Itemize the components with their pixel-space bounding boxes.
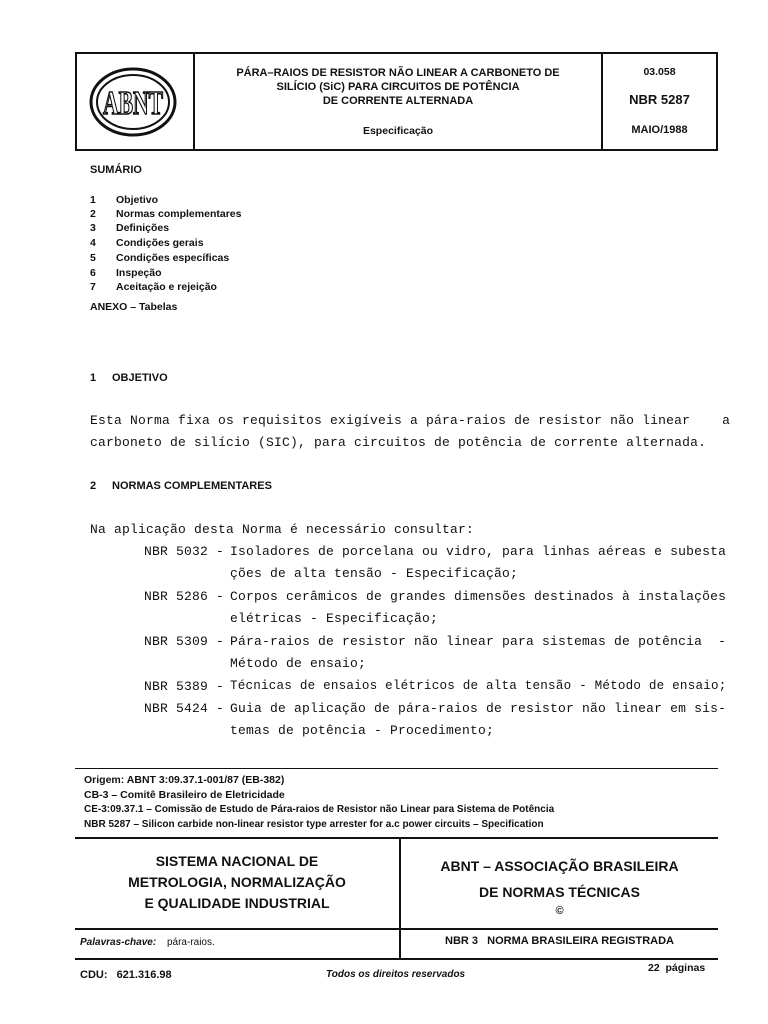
reference-code: NBR 5309 - (144, 634, 225, 649)
summary-item (90, 280, 217, 294)
footer-right-line: DE NORMAS TÉCNICAS (478, 884, 640, 900)
reference-text: ções de alta tensão - Especificação; (230, 566, 519, 581)
summary-item (90, 266, 162, 280)
divider (75, 837, 718, 839)
origin-line: Origem: ABNT 3:09.37.1-001/87 (EB-382) (84, 774, 285, 786)
footer-left-line: SISTEMA NACIONAL DE (155, 853, 319, 869)
body-text: Na aplicação desta Norma é necessário consultar: (90, 522, 475, 537)
standard-number: NBR 5287 (629, 92, 690, 107)
summary-item-number: 2 (90, 208, 96, 220)
reference-code: NBR 5286 - (144, 589, 225, 604)
page-count: 22 páginas (648, 962, 706, 974)
reference-code: NBR 5389 - (144, 679, 225, 694)
copyright-icon: © (555, 905, 564, 917)
summary-item-label: Normas complementares (116, 208, 242, 220)
origin-line: NBR 5287 – Silicon carbide non-linear resistor type arrester for a.c power circuits – Specification (84, 819, 544, 830)
summary-annex: ANEXO – Tabelas (90, 301, 178, 313)
title-line: DE CORRENTE ALTERNADA (322, 95, 474, 107)
header-box (75, 52, 718, 151)
document-type: Especificação (362, 125, 434, 137)
abnt-logo (85, 66, 181, 138)
classification-code: 03.058 (643, 66, 676, 78)
summary-item-number: 7 (90, 281, 96, 293)
origin-line: CB-3 – Comitê Brasileiro de Eletricidade (84, 789, 285, 801)
summary-item (90, 207, 241, 221)
section-heading (90, 480, 272, 492)
registered-standard: NBR 3 NORMA BRASILEIRA REGISTRADA (445, 935, 674, 947)
divider (75, 958, 718, 960)
summary-item (90, 193, 158, 207)
reference-text: Técnicas de ensaios elétricos de alta tensão - Método de ensaio; (230, 679, 727, 693)
summary-item-label: Objetivo (116, 194, 159, 206)
publication-date: MAIO/1988 (631, 124, 688, 136)
cdu-label: CDU: (80, 969, 108, 981)
reference-text: Corpos cerâmicos de grandes dimensões destinados à instalações (230, 589, 727, 604)
summary-item-label: Condições gerais (116, 237, 204, 249)
reference-code: NBR 5424 - (144, 701, 225, 716)
section-title: NORMAS COMPLEMENTARES (112, 480, 272, 492)
summary-item-number: 3 (90, 222, 96, 234)
reference-code: NBR 5032 - (144, 544, 225, 559)
keywords (80, 937, 215, 948)
summary-item-number: 4 (90, 237, 96, 249)
section-title: OBJETIVO (112, 372, 168, 384)
reference-text: Isoladores de porcelana ou vidro, para linhas aéreas e subesta (230, 544, 727, 559)
summary-item-number: 5 (90, 252, 96, 264)
summary-item (90, 236, 204, 250)
summary-item (90, 221, 169, 235)
reference-text: Pára-raios de resistor não linear para sistemas de potência - (230, 634, 727, 649)
title-line: SILÍCIO (SiC) PARA CIRCUITOS DE POTÊNCIA (276, 81, 520, 93)
reference-text: elétricas - Especificação; (230, 611, 439, 626)
body-text: carboneto de silício (SIC), para circuitos de potência de corrente alternada. (90, 435, 707, 450)
summary-item-label: Definições (116, 222, 170, 234)
title-line: PÁRA–RAIOS DE RESISTOR NÃO LINEAR A CARBONETO DE (236, 67, 560, 79)
origin-line: CE-3:09.37.1 – Comissão de Estudo de Pára-raios de Resistor não Linear para Sistema de Potência (84, 804, 555, 815)
summary-item (90, 251, 229, 265)
cdu (80, 969, 172, 981)
keywords-label: Palavras-chave: (80, 937, 157, 948)
summary-heading: SUMÁRIO (90, 164, 142, 176)
reference-text: temas de potência - Procedimento; (230, 723, 495, 738)
footer-left-line: E QUALIDADE INDUSTRIAL (144, 895, 330, 911)
section-number: 2 (90, 480, 97, 492)
footer-right-line: ABNT – ASSOCIAÇÃO BRASILEIRA (440, 858, 679, 874)
logo-text: ABNT (103, 85, 164, 122)
summary-item-label: Aceitação e rejeição (116, 281, 217, 293)
cdu-value: 621.316.98 (116, 969, 172, 981)
footer-left-line: METROLOGIA, NORMALIZAÇÃO (128, 874, 346, 890)
body-text: Esta Norma fixa os requisitos exigíveis a pára-raios de resistor não linear a (90, 413, 731, 428)
keywords-value: pára-raios. (166, 937, 215, 948)
divider (75, 768, 718, 769)
summary-item-number: 6 (90, 267, 96, 279)
section-number: 1 (90, 372, 97, 384)
summary-item-label: Condições específicas (116, 252, 230, 264)
summary-item-number: 1 (90, 194, 96, 206)
metrology-system-block (75, 851, 399, 914)
reference-text: Método de ensaio; (230, 656, 367, 671)
divider (75, 928, 718, 930)
reference-text: Guia de aplicação de pára-raios de resistor não linear em sis- (230, 701, 727, 716)
document-title (195, 66, 601, 108)
summary-item-label: Inspeção (116, 267, 162, 279)
section-heading (90, 372, 168, 384)
rights-reserved: Todos os direitos reservados (326, 969, 466, 980)
abnt-association-block (401, 853, 718, 917)
